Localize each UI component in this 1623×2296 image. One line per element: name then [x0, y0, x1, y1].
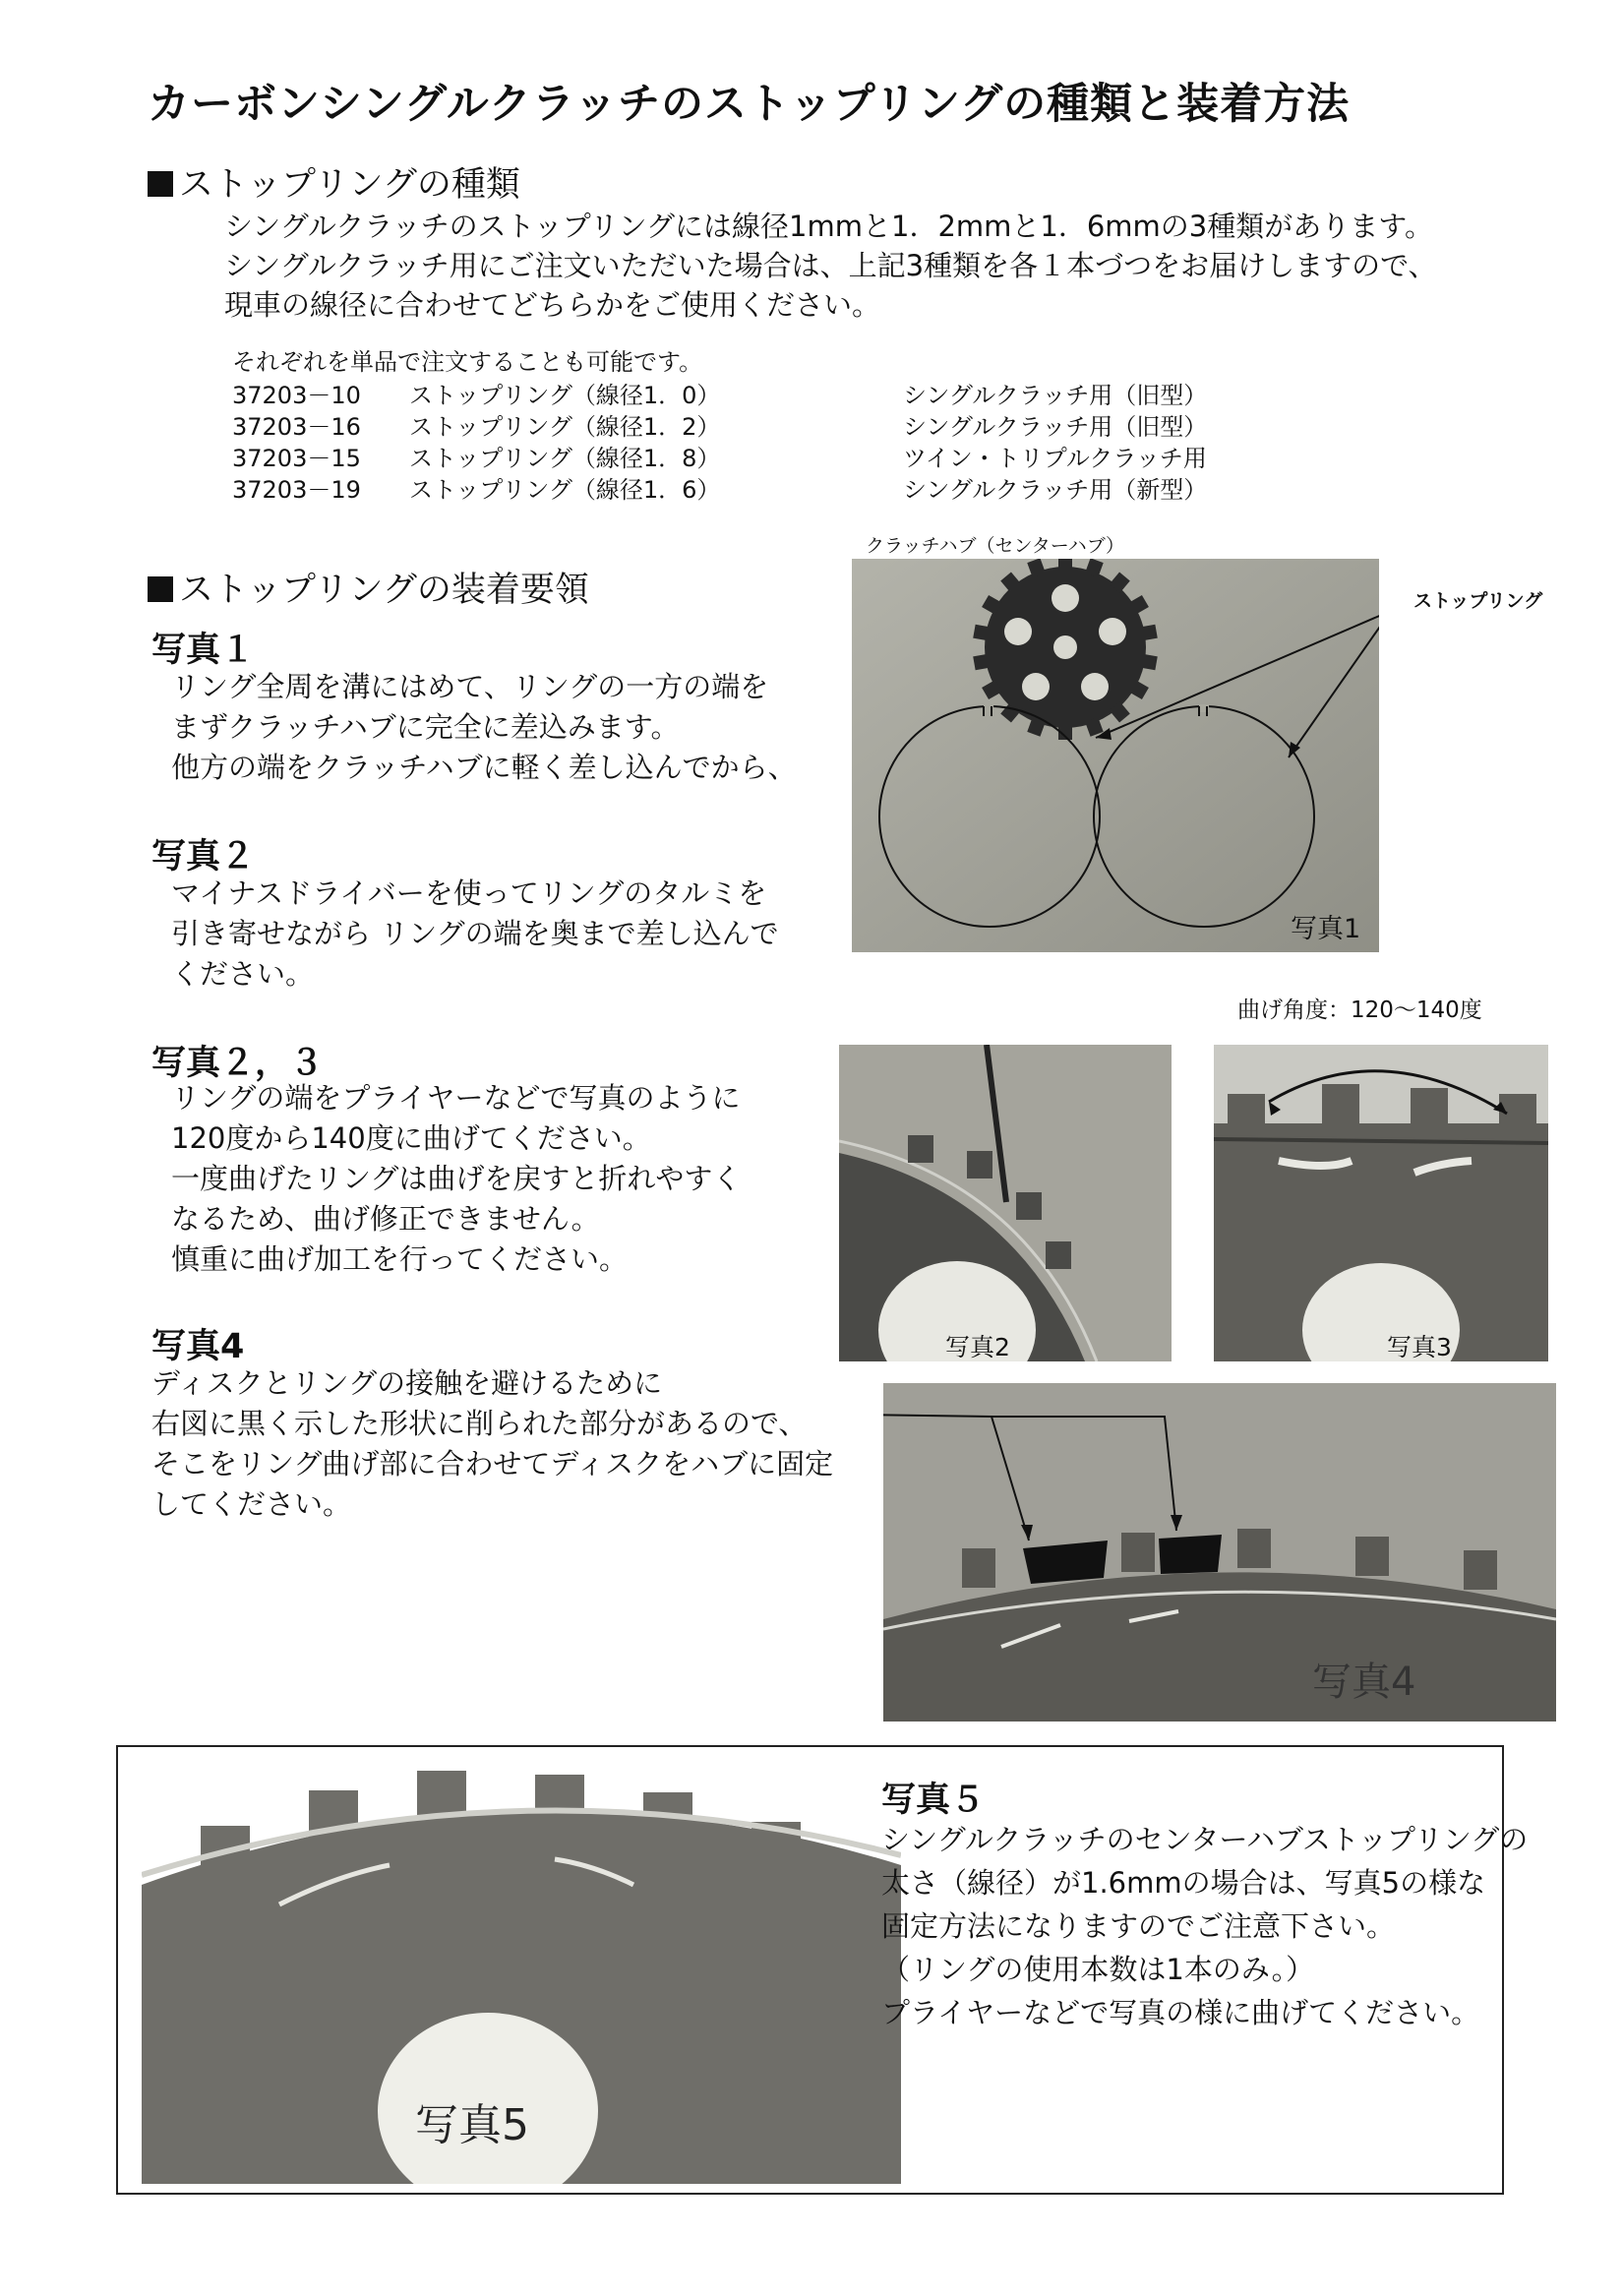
- square-bullet-icon: [148, 576, 173, 602]
- photo-1-illustration: [852, 559, 1379, 952]
- photo-3-caption: 写真3: [1387, 1333, 1452, 1361]
- photo-5: [142, 1757, 901, 2184]
- part-use: ツイン・トリプルクラッチ用: [903, 445, 1207, 472]
- photo-2-illustration: [839, 1045, 1172, 1361]
- part-number: 37203－19: [232, 476, 361, 504]
- photo-4-illustration: [883, 1383, 1556, 1722]
- step-2-title: 写真２: [151, 837, 256, 876]
- part-row: [232, 443, 1207, 474]
- part-row: [232, 474, 1207, 506]
- page-title: カーボンシングルクラッチのストップリングの種類と装着方法: [148, 80, 1351, 129]
- part-number: 37203－15: [232, 445, 361, 472]
- stop-ring-label: ストップリング: [1413, 590, 1543, 612]
- step-4-title: 写真4: [151, 1327, 245, 1366]
- photo-4-caption: 写真4: [1312, 1660, 1416, 1705]
- photo-5-caption: 写真5: [415, 2100, 529, 2150]
- types-heading: ストップリングの種類: [148, 157, 520, 207]
- part-name: ストップリング（線径1．0）: [409, 382, 721, 409]
- types-line: シングルクラッチ用にご注文いただいた場合は、上記3種類を各１本づつをお届けしますので、: [224, 249, 1437, 282]
- photo-3-illustration: [1214, 1045, 1548, 1361]
- part-use: シングルクラッチ用（旧型）: [903, 413, 1208, 441]
- step-1-title: 写真１: [151, 631, 256, 670]
- bend-angle-label: 曲げ角度：120～140度: [1237, 997, 1482, 1023]
- photo-1-caption: 写真1: [1291, 914, 1361, 944]
- hub-label: クラッチハブ（センターハブ）: [866, 535, 1124, 557]
- part-name: ストップリング（線径1．8）: [409, 445, 721, 472]
- square-bullet-icon: [148, 171, 173, 197]
- step-4-text: ディスクとリングの接触を避けるために 右図に黒く示した形状に削られた部分があるので、 そこをリング曲げ部に合わせてディスクをハブに固定 してください。: [151, 1366, 834, 1521]
- note-text: シングルクラッチのセンターハブストップリングの 太さ（線径）が1.6mmの場合は、写真5の様な 固定方法になりますのでご注意下さい。 （リングの使用本数は1本のみ。） プライヤーなどで写真の様に曲げてください。: [881, 1823, 1529, 2029]
- part-use: シングルクラッチ用（旧型）: [903, 382, 1208, 409]
- parts-list: [232, 380, 1207, 506]
- types-line: 現車の線径に合わせてどちらかをご使用ください。: [224, 288, 881, 322]
- photo-4: [883, 1383, 1556, 1722]
- part-name: ストップリング（線径1．6）: [409, 476, 721, 504]
- photo-3: [1214, 1045, 1548, 1361]
- part-row: [232, 411, 1207, 443]
- part-number: 37203－16: [232, 413, 361, 441]
- step-23-text: リングの端をプライヤーなどで写真のように 120度から140度に曲げてください。 一度曲げたリングは曲げを戻すと折れやすく なるため、曲げ修正できません。 慎重に曲げ加工を行ってください。: [171, 1081, 742, 1276]
- photo-1: [852, 559, 1379, 952]
- photo-2: [839, 1045, 1172, 1361]
- step-1-text: リング全周を溝にはめて、リングの一方の端を まずクラッチハブに完全に差込みます。 他方の端をクラッチハブに軽く差し込んでから、: [171, 670, 797, 784]
- part-use: シングルクラッチ用（新型）: [903, 476, 1208, 504]
- note-box: [116, 1745, 1529, 2195]
- part-number: 37203－10: [232, 382, 361, 409]
- install-heading: ストップリングの装着要領: [148, 563, 589, 612]
- photo-2-caption: 写真2: [945, 1333, 1010, 1361]
- types-line: シングルクラッチのストップリングには線径1mmと1．2mmと1．6mmの3種類があります。: [224, 210, 1433, 243]
- step-2-text: マイナスドライバーを使ってリングのタルミを 引き寄せながら リングの端を奥まで差し込んで ください。: [171, 876, 779, 991]
- note-title: 写真５: [881, 1781, 986, 1820]
- step-23-title: 写真２，３: [151, 1044, 325, 1083]
- order-note: それぞれを単品で注文することも可能です。: [232, 348, 703, 376]
- part-name: ストップリング（線径1．2）: [409, 413, 721, 441]
- part-row: [232, 380, 1207, 411]
- types-description: [224, 207, 1437, 325]
